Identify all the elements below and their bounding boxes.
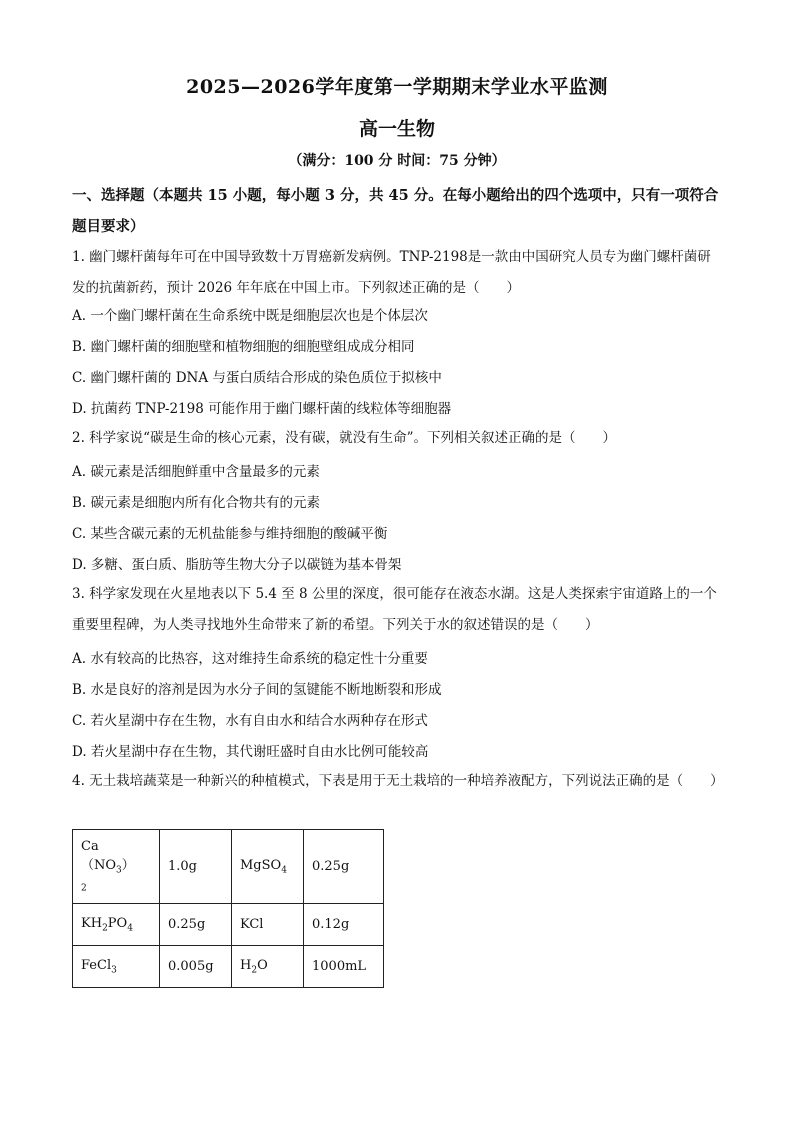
table-cell: 1.0g <box>160 830 232 904</box>
table-cell: $H_2O$ <box>232 946 304 988</box>
table-cell: 0.25g <box>160 904 232 946</box>
question-3-option-a: A. 水有较高的比热容，这对维持生命系统的稳定性十分重要 <box>72 651 428 667</box>
exam-meta: （满分：100 分 时间：75 分钟） <box>288 153 506 169</box>
question-3-stem: 3. 科学家发现在火星地表以下 5.4 至 8 公里的深度，很可能存在液态水湖。这是人类探索宇宙道路上的一个重要里程碑，为人类寻找地外生命带来了新的希望。下列关于水的叙述错误的是（ ） <box>72 586 717 633</box>
question-1-option-b: B. 幽门螺杆菌的细胞壁和植物细胞的细胞壁组成成分相同 <box>72 339 415 355</box>
question-1-option-d: D. 抗菌药 TNP-2198 可能作用于幽门螺杆菌的线粒体等细胞器 <box>72 401 452 417</box>
nutrient-solution-table <box>72 829 384 988</box>
question-2-option-a: A. 碳元素是活细胞鲜重中含量最多的元素 <box>72 464 320 480</box>
table-cell: $Ca(NO_3)$ $_2$ <box>73 830 160 904</box>
section-heading: 一、选择题（本题共 15 小题，每小题 3 分，共 45 分。在每小题给出的四个选项中，只有一项符合题目要求） <box>72 187 719 235</box>
question-4-stem: 4. 无土栽培蔬菜是一种新兴的种植模式，下表是用于无土栽培的一种培养液配方，下列说法正确的是（ ） <box>72 773 724 789</box>
table-cell: 1000mL <box>304 946 384 988</box>
question-1-stem: 1. 幽门螺杆菌每年可在中国导致数十万胃癌新发病例。TNP-2198是一款由中国研究人员专为幽门螺杆菌研发的抗菌新药，预计 2026 年年底在中国上市。下列叙述正确的是（ ） <box>72 249 711 296</box>
question-1-option-c: C. 幽门螺杆菌的 DNA 与蛋白质结合形成的染色质位于拟核中 <box>72 370 442 386</box>
exam-title: 2025—2026学年度第一学期期末学业水平监测 <box>186 76 608 98</box>
question-2-stem: 2. 科学家说“碳是生命的核心元素，没有碳，就没有生命”。下列相关叙述正确的是（ ） <box>72 430 616 446</box>
question-3-option-c: C. 若火星湖中存在生物，水有自由水和结合水两种存在形式 <box>72 713 428 729</box>
question-2-option-d: D. 多糖、蛋白质、脂肪等生物大分子以碳链为基本骨架 <box>72 557 402 573</box>
question-2-option-c: C. 某些含碳元素的无机盐能参与维持细胞的酸碱平衡 <box>72 526 388 542</box>
question-2-option-b: B. 碳元素是细胞内所有化合物共有的元素 <box>72 495 321 511</box>
question-3-option-b: B. 水是良好的溶剂是因为水分子间的氢键能不断地断裂和形成 <box>72 682 442 698</box>
table-row <box>73 946 384 988</box>
table-cell: KCl <box>232 904 304 946</box>
table-cell: 0.25g <box>304 830 384 904</box>
table-cell: MgSO$_4$ <box>232 830 304 904</box>
table-row <box>73 904 384 946</box>
table-cell: FeCl$_3$ <box>73 946 160 988</box>
table-cell: 0.005g <box>160 946 232 988</box>
table-cell: 0.12g <box>304 904 384 946</box>
table-row <box>73 830 384 904</box>
exam-subject: 高一生物 <box>358 118 435 140</box>
question-1-option-a: A. 一个幽门螺杆菌在生命系统中既是细胞层次也是个体层次 <box>72 308 428 324</box>
table-cell: $KH_2PO_4$ <box>73 904 160 946</box>
question-3-option-d: D. 若火星湖中存在生物，其代谢旺盛时自由水比例可能较高 <box>72 744 429 760</box>
